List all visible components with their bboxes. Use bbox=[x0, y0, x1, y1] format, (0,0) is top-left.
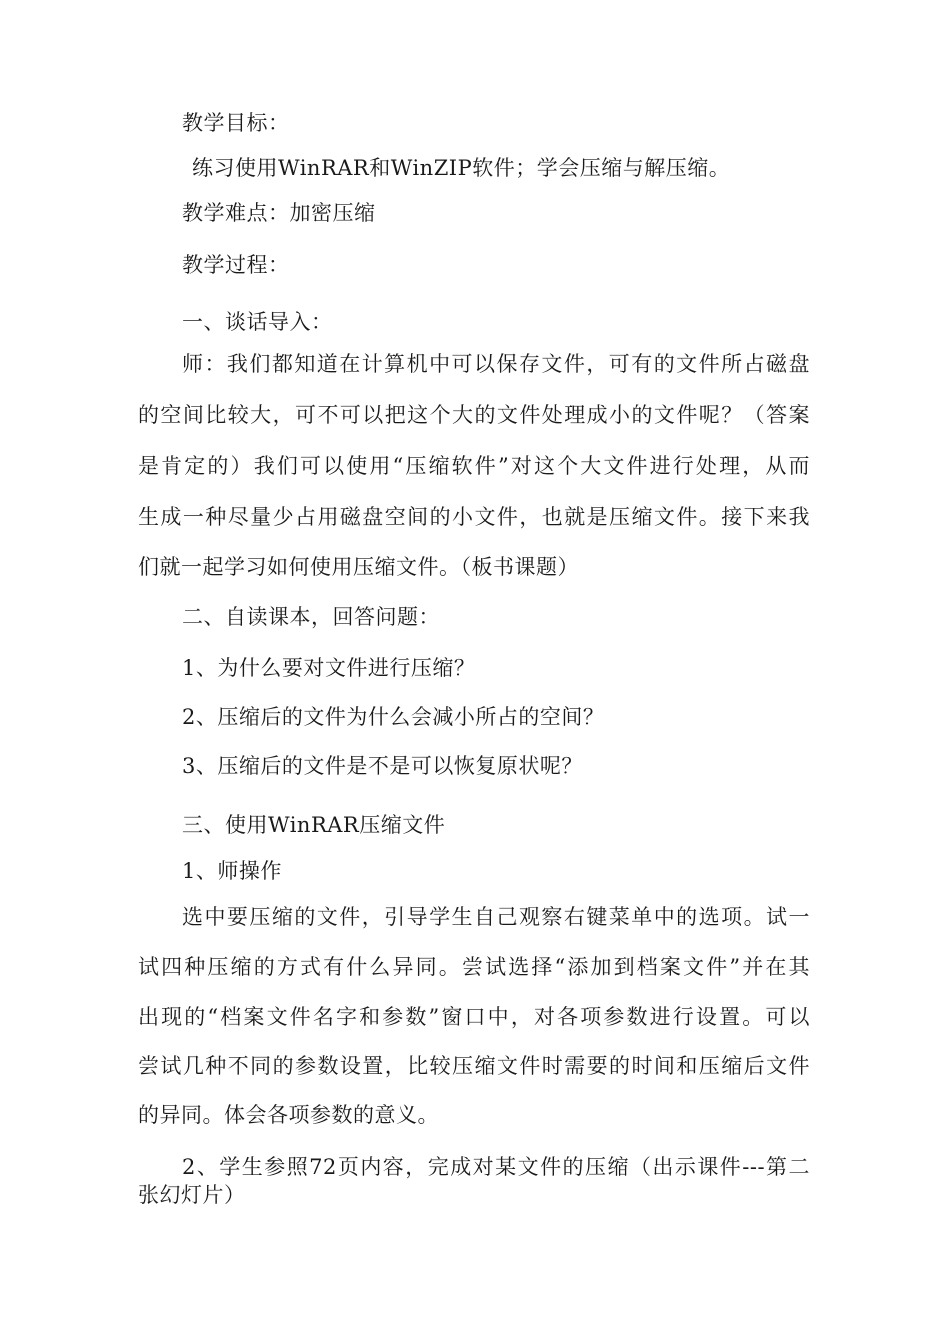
paragraph-line: 的异同。体会各项参数的意义。 bbox=[138, 1103, 439, 1127]
paragraph-line: 出现的“档案文件名字和参数”窗口中，对各项参数进行设置。可以 bbox=[138, 1005, 810, 1029]
paragraph-line: 的空间比较大，可不可以把这个大的文件处理成小的文件呢？（答案 bbox=[138, 403, 810, 427]
paragraph-line: 生成一种尽量少占用磁盘空间的小文件，也就是压缩文件。接下来我 bbox=[138, 505, 810, 529]
paragraph-line: 选中要压缩的文件，引导学生自己观察右键菜单中的选项。试一 bbox=[182, 905, 810, 929]
paragraph-line: 是肯定的）我们可以使用“压缩软件”对这个大文件进行处理，从而 bbox=[138, 454, 810, 478]
step-one-title: 1、师操作 bbox=[182, 859, 282, 883]
heading-teaching-difficulty: 教学难点：加密压缩 bbox=[182, 201, 376, 225]
paragraph-line: 试四种压缩的方式有什么异同。尝试选择“添加到档案文件”并在其 bbox=[138, 955, 810, 979]
section-one-title: 一、谈话导入： bbox=[182, 310, 333, 334]
paragraph-line: 师：我们都知道在计算机中可以保存文件，可有的文件所占磁盘 bbox=[182, 352, 810, 376]
paragraph-line: 们就一起学习如何使用压缩文件。（板书课题） bbox=[138, 555, 579, 579]
question-item: 2、压缩后的文件为什么会减小所占的空间？ bbox=[182, 705, 605, 729]
teaching-goals-text: 练习使用WinRAR和WinZIP软件；学会压缩与解压缩。 bbox=[192, 156, 731, 180]
heading-teaching-process: 教学过程： bbox=[182, 253, 290, 277]
section-two-title: 二、自读课本，回答问题： bbox=[182, 605, 440, 629]
question-item: 1、为什么要对文件进行压缩？ bbox=[182, 656, 476, 680]
question-item: 3、压缩后的文件是不是可以恢复原状呢？ bbox=[182, 754, 583, 778]
step-two-line: 2、学生参照72页内容，完成对某文件的压缩（出示课件---第二 bbox=[182, 1155, 810, 1179]
heading-teaching-goals: 教学目标： bbox=[182, 111, 290, 135]
paragraph-line: 尝试几种不同的参数设置，比较压缩文件时需要的时间和压缩后文件 bbox=[138, 1054, 810, 1078]
step-two-line: 张幻灯片） bbox=[138, 1183, 246, 1207]
section-three-title: 三、使用WinRAR压缩文件 bbox=[182, 813, 446, 837]
